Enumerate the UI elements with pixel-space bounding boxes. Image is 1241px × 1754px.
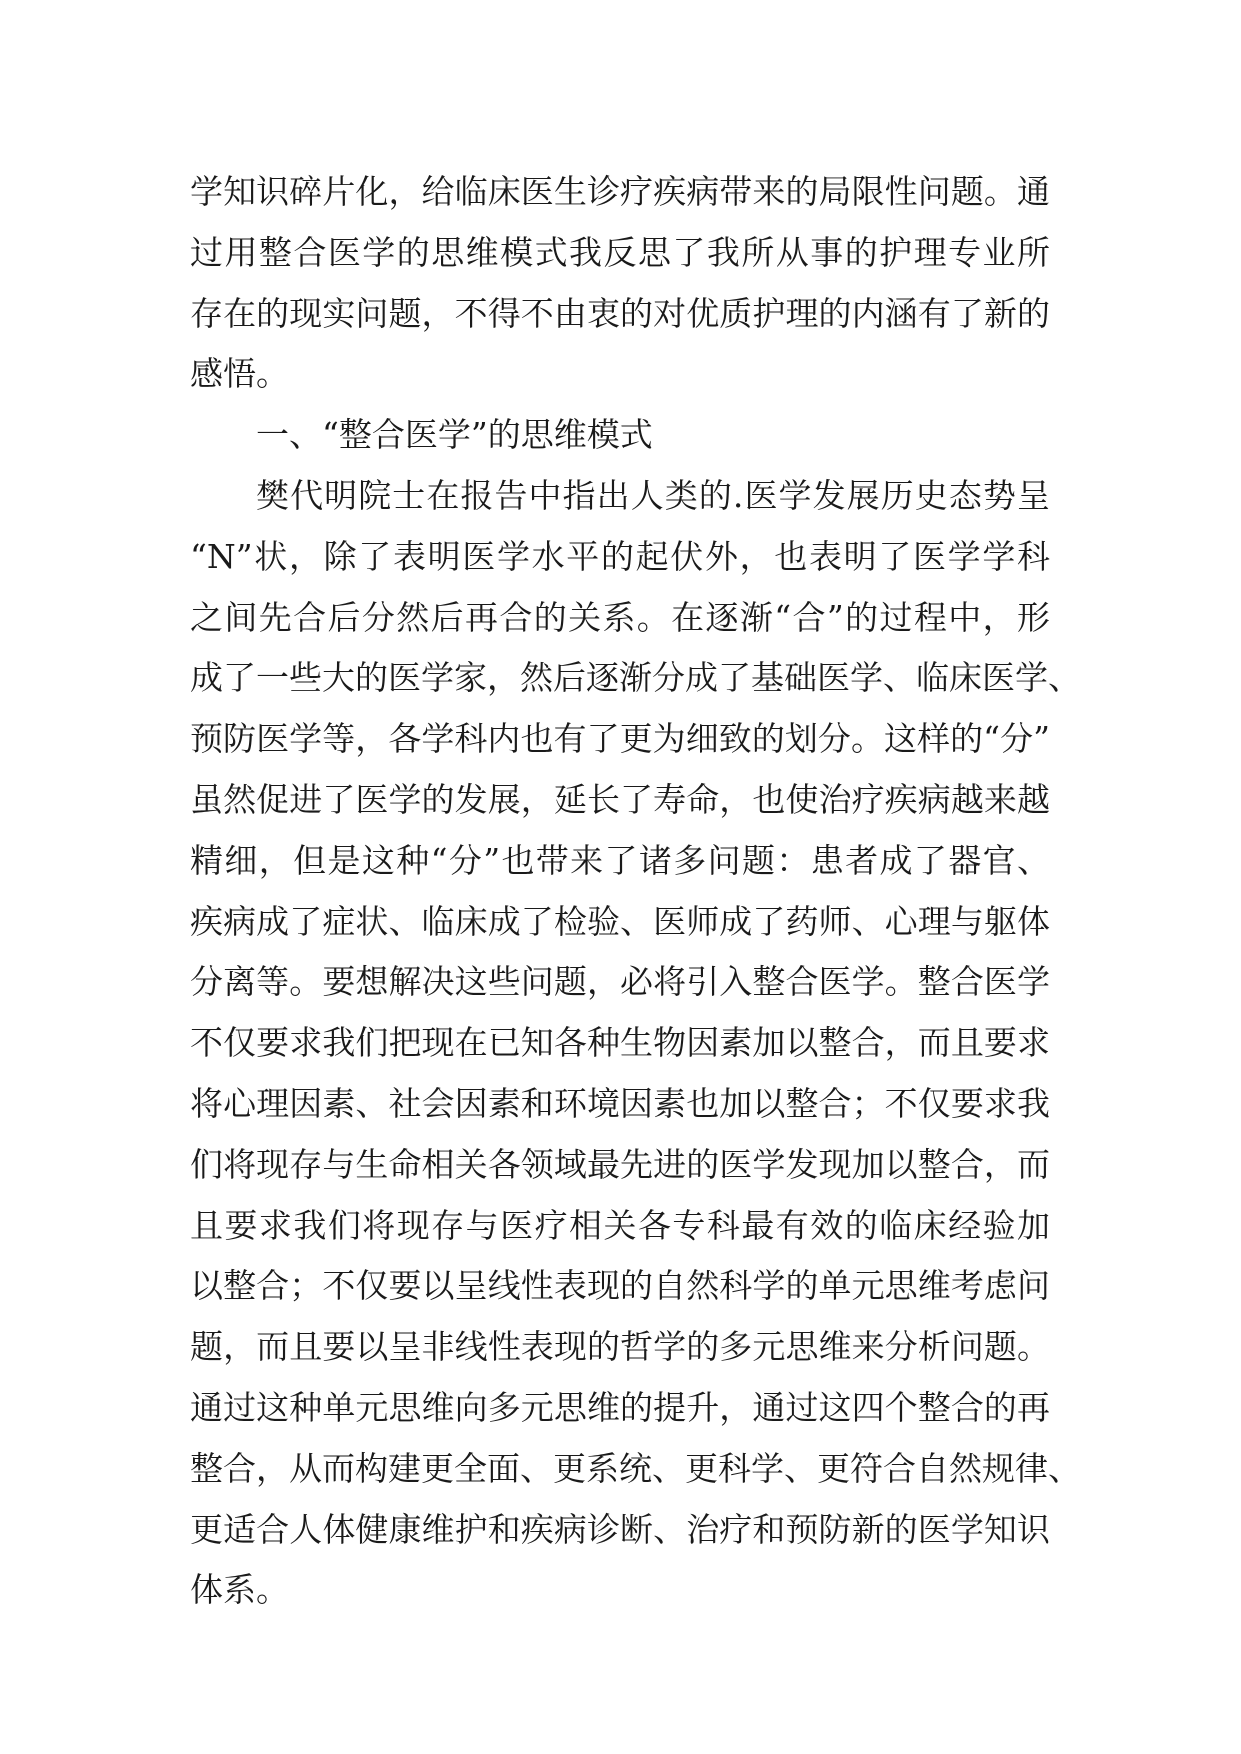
body-line-16: 通过这种单元思维向多元思维的提升，通过这四个整合的再	[190, 1387, 1050, 1427]
intro-line-1: 学知识碎片化，给临床医生诊疗疾病带来的局限性问题。通	[190, 172, 1050, 211]
body-line-5: 预防医学等，各学科内也有了更为细致的划分。这样的“分”	[190, 719, 1050, 759]
body-line-7: 精细，但是这种“分”也带来了诸多问题：患者成了器官、	[190, 840, 1050, 880]
intro-line-2: 过用整合医学的思维模式我反思了我所从事的护理专业所	[190, 232, 1050, 272]
section-heading: 一、“整合医学”的思维模式	[256, 415, 653, 455]
intro-line-4: 感悟。	[190, 354, 289, 394]
body-line-18: 更适合人体健康维护和疾病诊断、治疗和预防新的医学知识	[190, 1509, 1050, 1549]
body-line-15: 题，而且要以呈非线性表现的哲学的多元思维来分析问题。	[190, 1327, 1050, 1367]
body-line-4: 成了一些大的医学家，然后逐渐分成了基础医学、临床医学、	[190, 658, 1081, 698]
document-body	[190, 162, 1081, 1621]
body-line-17: 整合，从而构建更全面、更系统、更科学、更符合自然规律、	[190, 1448, 1081, 1488]
body-line-13: 且要求我们将现存与医疗相关各专科最有效的临床经验加	[190, 1205, 1050, 1245]
body-line-8: 疾病成了症状、临床成了检验、医师成了药师、心理与躯体	[190, 901, 1050, 941]
body-line-12: 们将现存与生命相关各领域最先进的医学发现加以整合，而	[190, 1144, 1050, 1184]
intro-line-3: 存在的现实问题，不得不由衷的对优质护理的内涵有了新的	[190, 293, 1050, 333]
body-line-6: 虽然促进了医学的发展，延长了寿命，也使治疗疾病越来越	[190, 779, 1050, 819]
body-line-3: 之间先合后分然后再合的关系。在逐渐“合”的过程中，形	[190, 597, 1050, 637]
body-line-10: 不仅要求我们把现在已知各种生物因素加以整合，而且要求	[190, 1023, 1050, 1063]
body-line-1: 樊代明院士在报告中指出人类的.医学发展历史态势呈	[256, 475, 1050, 515]
body-line-11: 将心理因素、社会因素和环境因素也加以整合；不仅要求我	[190, 1083, 1050, 1123]
body-line-19: 体系。	[190, 1570, 289, 1610]
body-line-14: 以整合；不仅要以呈线性表现的自然科学的单元思维考虑问	[190, 1266, 1050, 1306]
body-line-2: “N”状，除了表明医学水平的起伏外，也表明了医学学科	[190, 536, 1050, 576]
body-line-9: 分离等。要想解决这些问题，必将引入整合医学。整合医学	[190, 962, 1050, 1002]
